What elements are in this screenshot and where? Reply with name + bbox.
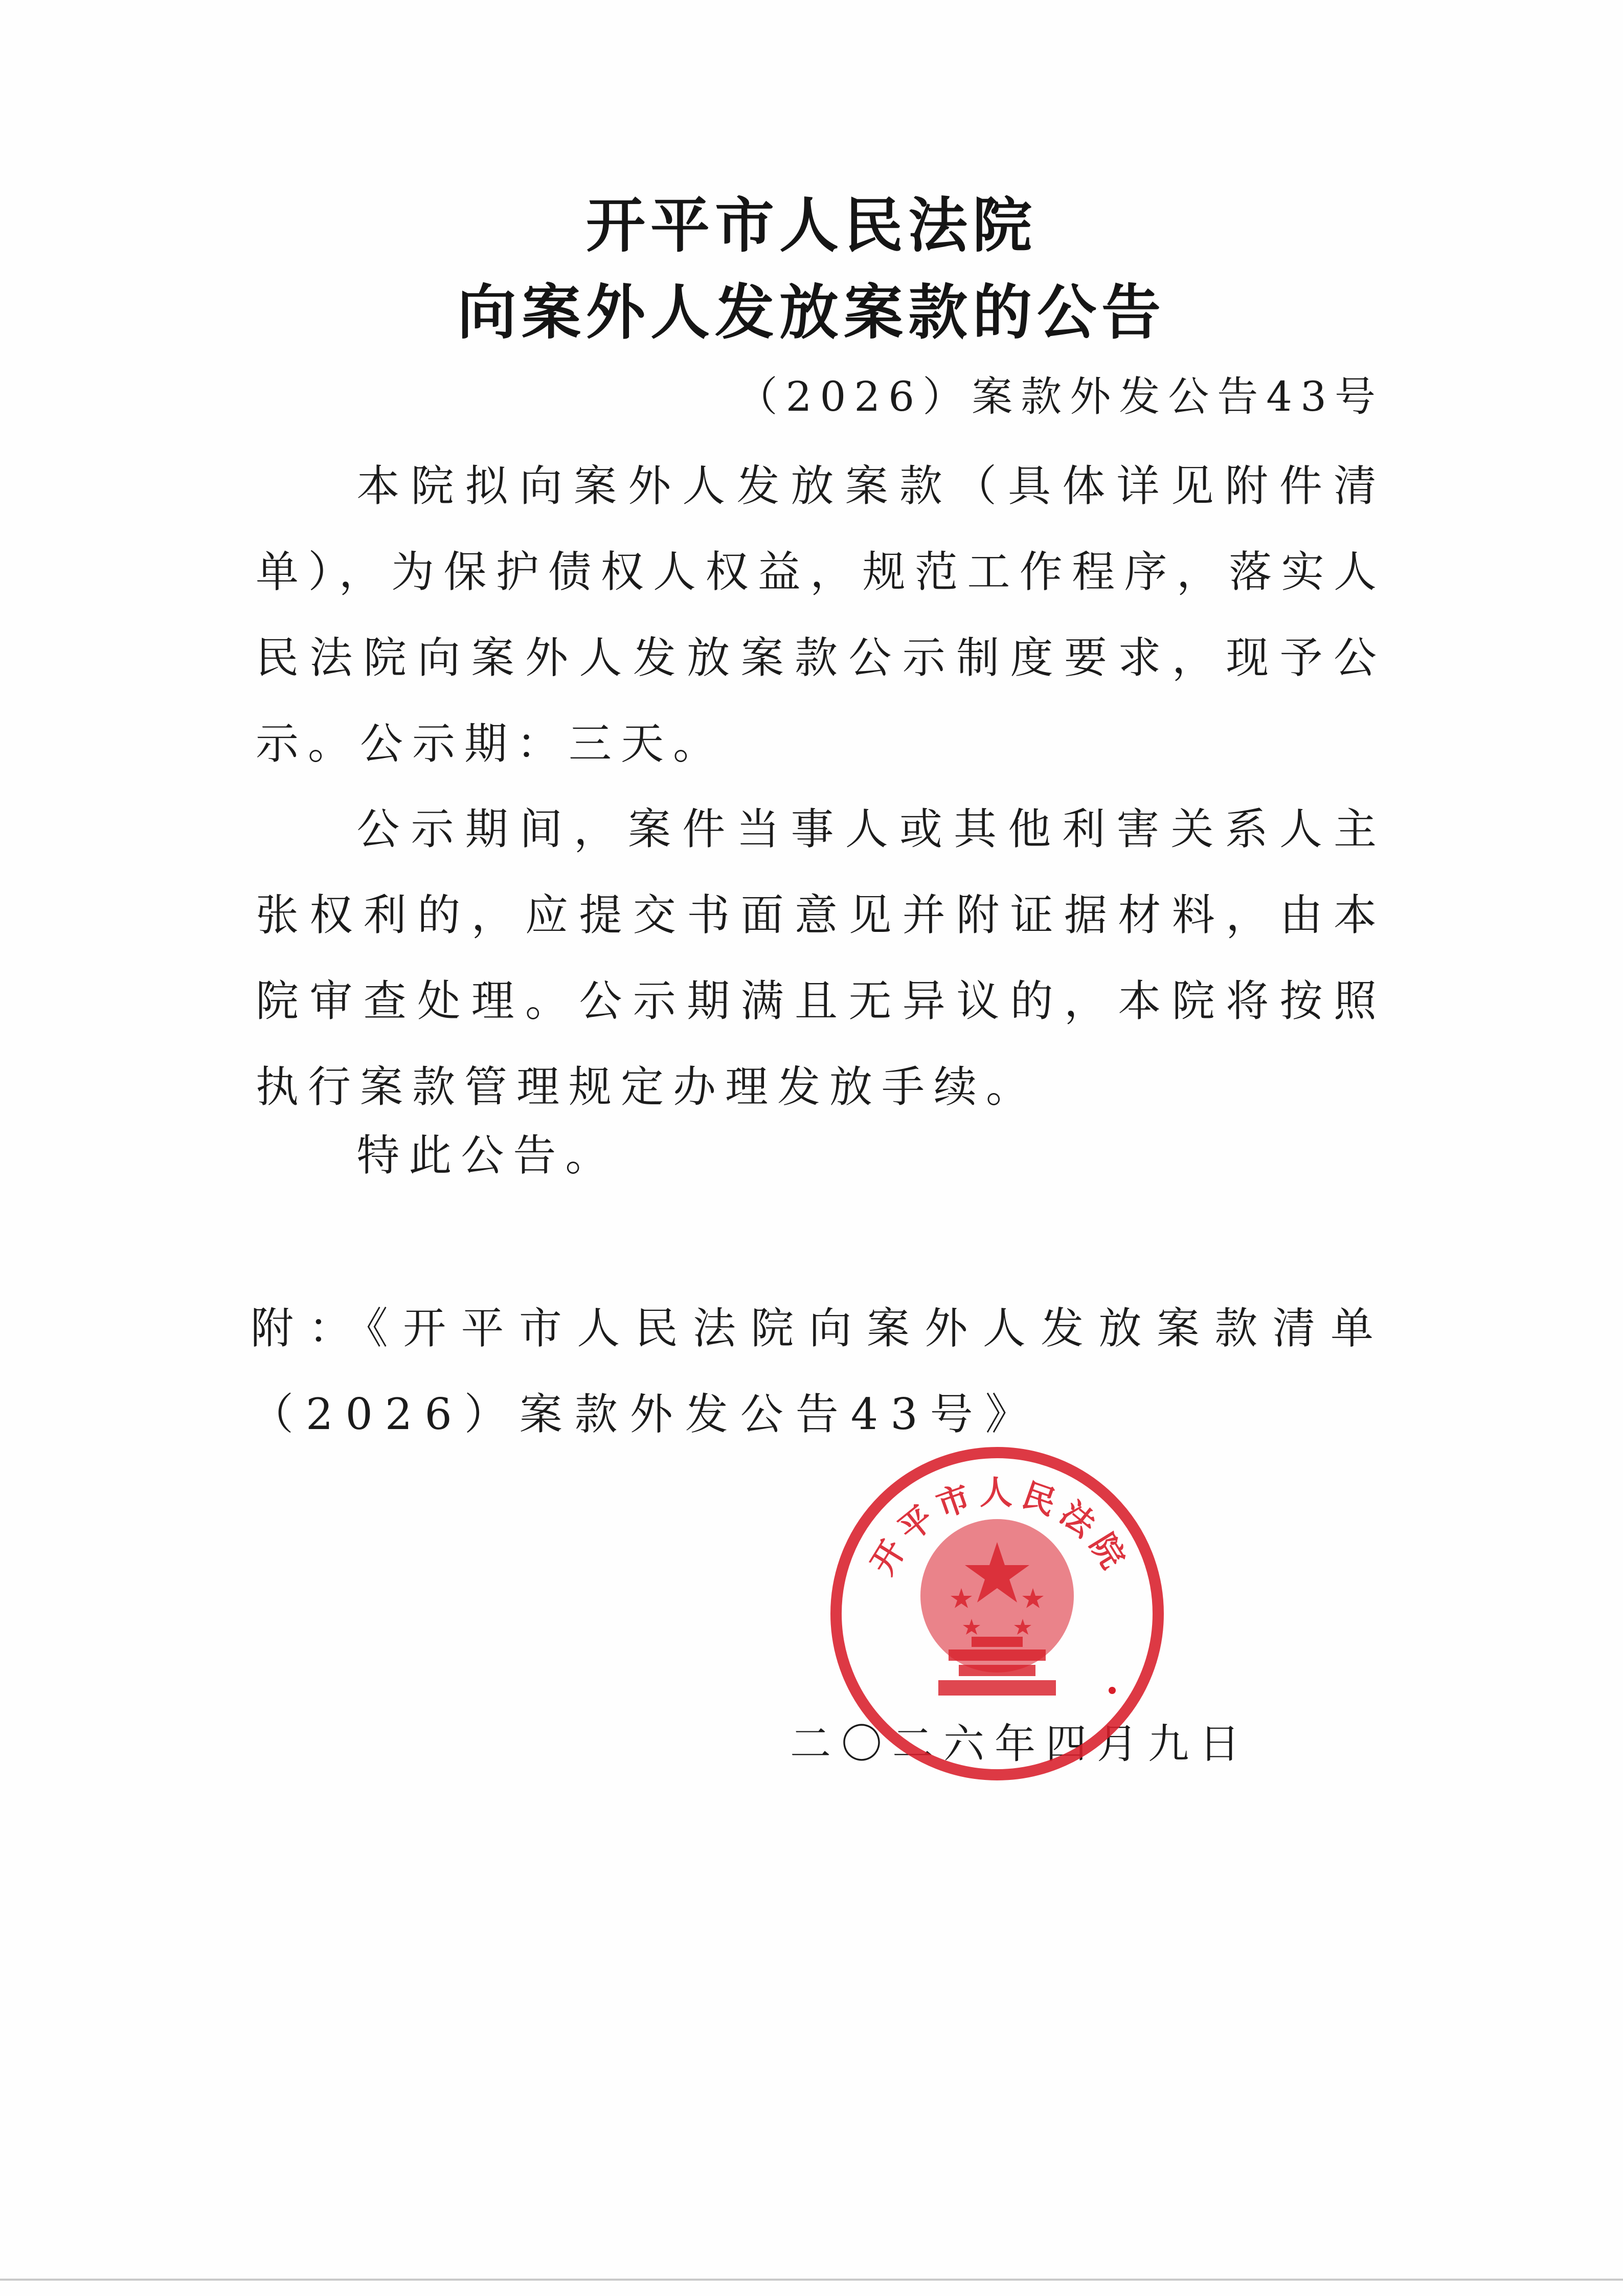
- scan-edge-line: [0, 2279, 1623, 2281]
- court-seal-icon: [818, 1435, 1176, 1793]
- title-court-name: 开平市人民法院: [586, 191, 1037, 260]
- title-announcement: 向案外人发放案款的公告: [457, 278, 1166, 347]
- paragraph-intro: 本院拟向案外人发放案款（具体详见附件清单），为保护债权人权益，规范工作程序，落实人民法院向案外人发放案款公示制度要求，现予公示。公示期：三天。: [256, 461, 1386, 769]
- document-number: （2026）案款外发公告43号: [736, 373, 1384, 420]
- issue-date: 二〇二六年四月九日: [790, 1720, 1250, 1768]
- paragraph-objection: 公示期间，案件当事人或其他利害关系人主张权利的，应提交书面意见并附证据材料，由本院审查处理。公示期满且无异议的，本院将按照执行案款管理规定办理发放手续。: [256, 804, 1386, 1112]
- paragraph-closing: 特此公告。: [356, 1130, 618, 1180]
- attachment-note: 附：《开平市人民法院向案外人发放案款清单（2026）案款外发公告43号》: [251, 1303, 1386, 1439]
- seal-text: 开平市人民法院: [863, 1474, 1136, 1581]
